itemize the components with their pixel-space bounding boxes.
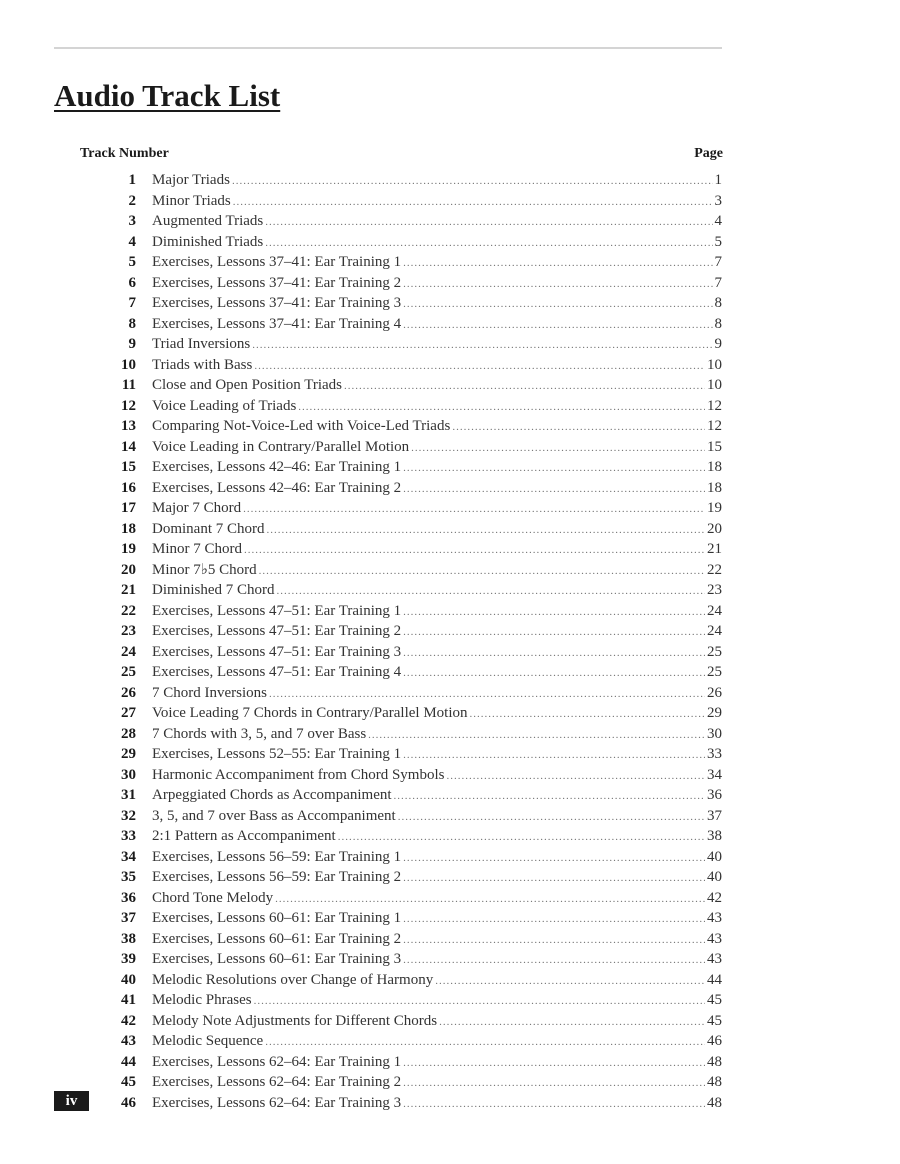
track-title: Voice Leading in Contrary/Parallel Motion — [152, 438, 410, 455]
track-page-number: 48 — [707, 1053, 722, 1070]
track-title: Exercises, Lessons 47–51: Ear Training 3 — [152, 643, 402, 660]
track-number: 22 — [121, 602, 136, 619]
track-row — [100, 252, 722, 273]
track-number: 7 — [128, 295, 136, 311]
track-page-number: 21 — [707, 541, 722, 557]
track-title: Minor 7 Chord — [152, 541, 242, 557]
track-title: Augmented Triads — [152, 213, 264, 229]
track-row — [100, 396, 722, 417]
track-page-number: 48 — [707, 1094, 722, 1111]
dot-leader — [269, 684, 705, 705]
track-title: Exercises, Lessons 56–59: Ear Training 1 — [152, 848, 402, 865]
dot-leader — [267, 520, 706, 541]
track-number: 9 — [128, 336, 136, 352]
track-number: 32 — [121, 807, 136, 824]
dot-leader — [398, 807, 705, 828]
track-number: 23 — [121, 623, 136, 639]
track-number: 20 — [121, 561, 136, 578]
track-number: 18 — [121, 520, 136, 537]
track-number: 10 — [121, 356, 136, 373]
dot-leader — [403, 274, 712, 295]
track-row — [100, 1052, 722, 1073]
track-row — [100, 806, 722, 827]
track-number: 25 — [121, 664, 136, 680]
dot-leader — [403, 458, 705, 479]
track-page-number: 10 — [707, 356, 722, 373]
track-row — [100, 1072, 722, 1093]
dot-leader — [254, 356, 705, 377]
track-page-number: 29 — [707, 705, 722, 721]
track-page-number: 8 — [714, 295, 722, 311]
track-row — [100, 1011, 722, 1032]
track-number: 26 — [121, 684, 136, 701]
track-title: Major Triads — [152, 172, 230, 188]
page-header: Page — [694, 146, 723, 161]
track-number: 30 — [121, 766, 136, 783]
track-number: 13 — [121, 418, 136, 434]
track-title: Harmonic Accompaniment from Chord Symbols — [152, 766, 445, 783]
track-page-number: 43 — [707, 930, 722, 947]
track-number: 4 — [128, 233, 136, 250]
track-page-number: 3 — [714, 192, 722, 209]
track-title: Exercises, Lessons 47–51: Ear Training 1 — [152, 602, 402, 619]
track-page-number: 15 — [707, 438, 722, 455]
track-title: Melodic Sequence — [152, 1033, 264, 1049]
track-page-number: 23 — [707, 582, 722, 598]
track-page-number: 24 — [707, 602, 722, 619]
dot-leader — [403, 930, 705, 951]
track-page-number: 7 — [714, 254, 722, 270]
track-row — [100, 847, 722, 868]
dot-leader — [403, 315, 712, 336]
track-title: Voice Leading 7 Chords in Contrary/Parallel Motion — [152, 705, 468, 721]
track-page-number: 30 — [707, 725, 722, 742]
track-page-number: 20 — [707, 520, 722, 537]
track-row — [100, 929, 722, 950]
track-page-number: 42 — [707, 889, 722, 906]
track-row — [100, 560, 722, 581]
page-title: Audio Track List — [54, 78, 281, 113]
track-title: Triads with Bass — [152, 356, 253, 373]
dot-leader — [232, 171, 713, 192]
track-row — [100, 334, 722, 355]
track-title: Exercises, Lessons 37–41: Ear Training 1 — [152, 254, 402, 270]
track-row — [100, 642, 722, 663]
track-title: Exercises, Lessons 52–55: Ear Training 1 — [152, 746, 402, 762]
track-number: 11 — [121, 377, 136, 393]
track-row — [100, 519, 722, 540]
dot-leader — [403, 745, 705, 766]
dot-leader — [403, 868, 705, 889]
track-page-number: 22 — [707, 561, 722, 578]
track-page-number: 38 — [707, 828, 722, 844]
dot-leader — [403, 479, 705, 500]
track-title: Major 7 Chord — [152, 500, 242, 516]
track-title: Melody Note Adjustments for Different Chords — [152, 1012, 438, 1029]
dot-leader — [403, 663, 705, 684]
track-number: 40 — [121, 971, 136, 988]
track-page-number: 26 — [707, 684, 722, 701]
track-number: 24 — [121, 643, 136, 660]
track-page-number: 25 — [707, 664, 722, 680]
track-row — [100, 580, 722, 601]
track-title: Dominant 7 Chord — [152, 520, 265, 537]
track-row — [100, 293, 722, 314]
track-number: 12 — [121, 397, 136, 414]
dot-leader — [411, 438, 705, 459]
track-number: 41 — [121, 992, 136, 1008]
track-number: 34 — [121, 848, 136, 865]
dot-leader — [452, 417, 705, 438]
track-row — [100, 908, 722, 929]
track-title: Melodic Resolutions over Change of Harmony — [152, 971, 434, 988]
track-page-number: 45 — [707, 1012, 722, 1029]
dot-leader — [403, 253, 712, 274]
track-page-number: 34 — [707, 766, 722, 783]
dot-leader — [403, 1094, 705, 1115]
track-number: 28 — [121, 725, 136, 742]
dot-leader — [233, 192, 713, 213]
track-title: Exercises, Lessons 42–46: Ear Training 1 — [152, 459, 402, 475]
track-number-header: Track Number — [80, 146, 169, 161]
track-title: Exercises, Lessons 42–46: Ear Training 2 — [152, 479, 402, 496]
dot-leader — [344, 376, 705, 397]
track-number: 2 — [128, 192, 136, 209]
dot-leader — [439, 1012, 705, 1033]
track-page-number: 24 — [707, 623, 722, 639]
track-number: 36 — [121, 889, 136, 906]
track-title: 7 Chord Inversions — [152, 684, 267, 701]
dot-leader — [244, 540, 705, 561]
dot-leader — [259, 561, 705, 582]
track-row — [100, 273, 722, 294]
track-page-number: 12 — [707, 418, 722, 434]
track-title: Exercises, Lessons 60–61: Ear Training 1 — [152, 910, 402, 926]
track-title: Arpeggiated Chords as Accompaniment — [152, 787, 392, 803]
track-title: Minor 7♭5 Chord — [152, 561, 257, 578]
track-page-number: 18 — [707, 459, 722, 475]
track-row — [100, 990, 722, 1011]
track-page-number: 25 — [707, 643, 722, 660]
track-number: 5 — [128, 254, 136, 270]
track-title: Comparing Not-Voice-Led with Voice-Led Triads — [152, 418, 451, 434]
dot-leader — [368, 725, 705, 746]
dot-leader — [403, 848, 705, 869]
track-page-number: 36 — [707, 787, 722, 803]
track-number: 15 — [121, 459, 136, 475]
dot-leader — [252, 335, 712, 356]
track-title: Exercises, Lessons 37–41: Ear Training 3 — [152, 295, 402, 311]
top-rule — [54, 47, 722, 49]
dot-leader — [470, 704, 705, 725]
track-title: Diminished Triads — [152, 233, 264, 250]
track-number: 14 — [121, 438, 136, 455]
track-number: 31 — [121, 787, 136, 803]
track-page-number: 46 — [707, 1033, 722, 1049]
track-title: Close and Open Position Triads — [152, 377, 343, 393]
track-row — [100, 539, 722, 560]
track-number: 44 — [121, 1053, 136, 1070]
track-row — [100, 355, 722, 376]
track-number: 8 — [128, 315, 136, 332]
track-number: 17 — [121, 500, 136, 516]
track-page-number: 43 — [707, 910, 722, 926]
track-title: Exercises, Lessons 62–64: Ear Training 1 — [152, 1053, 402, 1070]
track-row — [100, 970, 722, 991]
dot-leader — [298, 397, 705, 418]
track-row — [100, 478, 722, 499]
track-number: 1 — [128, 172, 136, 188]
track-page-number: 44 — [707, 971, 722, 988]
dot-leader — [277, 581, 706, 602]
track-title: 2:1 Pattern as Accompaniment — [152, 828, 336, 844]
track-page-number: 40 — [707, 848, 722, 865]
dot-leader — [265, 1032, 705, 1053]
track-page-number: 48 — [707, 1074, 722, 1090]
track-number: 33 — [121, 828, 136, 844]
track-title: Exercises, Lessons 60–61: Ear Training 3 — [152, 951, 402, 967]
track-title: Exercises, Lessons 56–59: Ear Training 2 — [152, 869, 402, 885]
track-number: 46 — [121, 1094, 136, 1111]
track-number: 3 — [128, 213, 136, 229]
track-row — [100, 416, 722, 437]
track-row — [100, 949, 722, 970]
track-page-number: 45 — [707, 992, 722, 1008]
dot-leader — [403, 950, 705, 971]
track-number: 43 — [121, 1033, 136, 1049]
track-page-number: 19 — [707, 500, 722, 516]
track-row — [100, 683, 722, 704]
track-row — [100, 601, 722, 622]
track-title: Exercises, Lessons 37–41: Ear Training 2 — [152, 274, 402, 291]
track-title: Voice Leading of Triads — [152, 397, 297, 414]
track-row — [100, 211, 722, 232]
track-page-number: 40 — [707, 869, 722, 885]
track-row — [100, 191, 722, 212]
dot-leader — [446, 766, 705, 787]
dot-leader — [403, 602, 705, 623]
track-row — [100, 498, 722, 519]
track-row — [100, 867, 722, 888]
dot-leader — [265, 212, 712, 233]
track-number: 38 — [121, 930, 136, 947]
track-row — [100, 1031, 722, 1052]
track-title: Diminished 7 Chord — [152, 582, 275, 598]
track-row — [100, 662, 722, 683]
track-row — [100, 724, 722, 745]
dot-leader — [394, 786, 705, 807]
track-row — [100, 457, 722, 478]
column-header-row — [80, 146, 723, 166]
track-number: 35 — [121, 869, 136, 885]
track-title: Exercises, Lessons 47–51: Ear Training 4 — [152, 664, 402, 680]
track-title: Chord Tone Melody — [152, 889, 274, 906]
track-list — [100, 170, 722, 1113]
track-title: Exercises, Lessons 37–41: Ear Training 4 — [152, 315, 402, 332]
track-row — [100, 765, 722, 786]
track-number: 6 — [128, 274, 136, 291]
dot-leader — [265, 233, 712, 254]
dot-leader — [403, 1073, 705, 1094]
dot-leader — [403, 1053, 705, 1074]
track-title: Exercises, Lessons 60–61: Ear Training 2 — [152, 930, 402, 947]
track-number: 39 — [121, 951, 136, 967]
track-title: Minor Triads — [152, 192, 231, 209]
track-page-number: 37 — [707, 807, 722, 824]
track-title: Exercises, Lessons 47–51: Ear Training 2 — [152, 623, 402, 639]
track-page-number: 7 — [714, 274, 722, 291]
track-number: 42 — [121, 1012, 136, 1029]
track-page-number: 43 — [707, 951, 722, 967]
dot-leader — [243, 499, 705, 520]
track-page-number: 9 — [714, 336, 722, 352]
track-row — [100, 785, 722, 806]
track-title: Exercises, Lessons 62–64: Ear Training 3 — [152, 1094, 402, 1111]
track-row — [100, 170, 722, 191]
track-page-number: 4 — [714, 213, 722, 229]
track-row — [100, 826, 722, 847]
track-page-number: 10 — [707, 377, 722, 393]
page-folio: iv — [54, 1091, 89, 1111]
track-number: 45 — [121, 1074, 136, 1090]
dot-leader — [254, 991, 705, 1012]
track-row — [100, 375, 722, 396]
dot-leader — [403, 909, 705, 930]
track-title: Melodic Phrases — [152, 992, 252, 1008]
dot-leader — [275, 889, 705, 910]
track-page-number: 12 — [707, 397, 722, 414]
dot-leader — [403, 294, 712, 315]
track-page-number: 1 — [714, 172, 722, 188]
track-title: Triad Inversions — [152, 336, 251, 352]
track-title: 7 Chords with 3, 5, and 7 over Bass — [152, 725, 367, 742]
track-number: 16 — [121, 479, 136, 496]
track-number: 29 — [121, 746, 136, 762]
track-row — [100, 314, 722, 335]
track-number: 21 — [121, 582, 136, 598]
track-title: Exercises, Lessons 62–64: Ear Training 2 — [152, 1074, 402, 1090]
track-number: 37 — [121, 910, 136, 926]
track-page-number: 8 — [714, 315, 722, 332]
dot-leader — [403, 622, 705, 643]
dot-leader — [403, 643, 705, 664]
track-row — [100, 437, 722, 458]
track-page-number: 5 — [714, 233, 722, 250]
track-row — [100, 621, 722, 642]
dot-leader — [435, 971, 705, 992]
track-row — [100, 1093, 722, 1114]
track-title: 3, 5, and 7 over Bass as Accompaniment — [152, 807, 396, 824]
track-page-number: 33 — [707, 746, 722, 762]
track-row — [100, 703, 722, 724]
track-number: 27 — [121, 705, 136, 721]
track-page-number: 18 — [707, 479, 722, 496]
track-number: 19 — [121, 541, 136, 557]
track-row — [100, 744, 722, 765]
track-row — [100, 232, 722, 253]
track-row — [100, 888, 722, 909]
dot-leader — [338, 827, 705, 848]
